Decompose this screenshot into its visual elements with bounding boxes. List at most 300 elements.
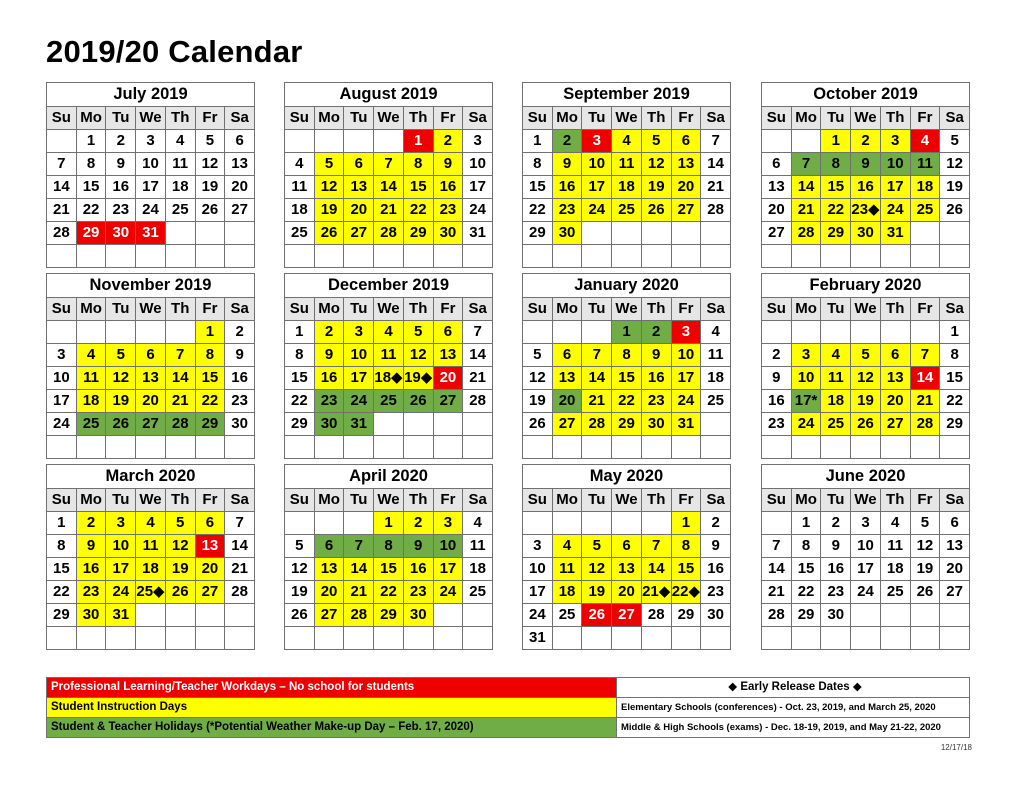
day-cell: 26 (940, 199, 970, 222)
day-cell: 23 (225, 390, 255, 413)
empty-day-cell (315, 512, 345, 535)
day-cell: 4 (136, 512, 166, 535)
day-cell: 31 (523, 627, 553, 650)
day-cell: 10 (792, 367, 822, 390)
empty-day-cell (106, 627, 136, 650)
empty-day-cell (463, 436, 493, 459)
weekday-header: Fr (672, 489, 702, 512)
day-cell: 18 (911, 176, 941, 199)
day-cell: 3 (106, 512, 136, 535)
empty-day-cell (47, 321, 77, 344)
day-cell: 11 (166, 153, 196, 176)
weekday-header: We (612, 298, 642, 321)
day-cell: 24 (582, 199, 612, 222)
day-cell: 27 (553, 413, 583, 436)
day-cell: 1 (672, 512, 702, 535)
empty-day-cell (166, 627, 196, 650)
day-cell: 4 (463, 512, 493, 535)
weekday-header: Th (881, 489, 911, 512)
day-cell: 26 (315, 222, 345, 245)
day-cell: 11 (881, 535, 911, 558)
day-cell: 2 (434, 130, 464, 153)
day-cell: 27 (612, 604, 642, 627)
empty-day-cell (762, 627, 792, 650)
day-cell: 30 (553, 222, 583, 245)
day-cell: 24 (434, 581, 464, 604)
empty-day-cell (881, 245, 911, 268)
day-cell: 26 (523, 413, 553, 436)
empty-day-cell (940, 604, 970, 627)
empty-day-cell (404, 436, 434, 459)
day-cell: 14 (582, 367, 612, 390)
weekday-header: Tu (106, 298, 136, 321)
day-cell: 11 (821, 367, 851, 390)
weekday-header: Fr (911, 107, 941, 130)
day-cell: 28 (374, 222, 404, 245)
empty-day-cell (792, 321, 822, 344)
weekday-header: Fr (196, 298, 226, 321)
day-cell: 7 (792, 153, 822, 176)
weekday-header: Th (642, 107, 672, 130)
weekday-header: Su (285, 489, 315, 512)
empty-day-cell (701, 436, 731, 459)
day-cell: 23 (701, 581, 731, 604)
day-cell: 14 (374, 176, 404, 199)
empty-day-cell (463, 413, 493, 436)
day-cell: 23 (315, 390, 345, 413)
day-cell: 23 (434, 199, 464, 222)
empty-day-cell (196, 627, 226, 650)
day-cell: 1 (77, 130, 107, 153)
day-cell: 8 (523, 153, 553, 176)
empty-day-cell (374, 436, 404, 459)
day-cell: 24 (792, 413, 822, 436)
day-cell: 17 (136, 176, 166, 199)
day-cell: 12 (404, 344, 434, 367)
weekday-header: We (612, 489, 642, 512)
empty-day-cell (196, 245, 226, 268)
day-cell: 13 (553, 367, 583, 390)
empty-day-cell (851, 627, 881, 650)
empty-day-cell (911, 222, 941, 245)
empty-day-cell (225, 222, 255, 245)
month-name: January 2020 (523, 274, 731, 298)
day-cell: 13 (315, 558, 345, 581)
empty-day-cell (463, 604, 493, 627)
day-cell: 21 (166, 390, 196, 413)
day-cell: 5 (911, 512, 941, 535)
day-cell: 28 (762, 604, 792, 627)
empty-day-cell (911, 321, 941, 344)
day-cell: 29 (523, 222, 553, 245)
day-cell: 6 (344, 153, 374, 176)
weekday-header: Th (404, 107, 434, 130)
day-cell: 30 (701, 604, 731, 627)
day-cell: 24 (344, 390, 374, 413)
day-cell: 11 (463, 535, 493, 558)
day-cell: 28 (642, 604, 672, 627)
weekday-header: Su (762, 489, 792, 512)
day-cell: 12 (166, 535, 196, 558)
day-cell: 20 (196, 558, 226, 581)
month-calendar (284, 82, 493, 268)
weekday-header: Th (166, 107, 196, 130)
day-cell: 27 (344, 222, 374, 245)
month-calendar (46, 464, 255, 650)
day-cell: 16 (404, 558, 434, 581)
month-name: August 2019 (285, 83, 493, 107)
empty-day-cell (434, 627, 464, 650)
day-cell: 6 (225, 130, 255, 153)
month-name: February 2020 (762, 274, 970, 298)
day-cell: 29 (792, 604, 822, 627)
empty-day-cell (374, 130, 404, 153)
weekday-header: Sa (940, 298, 970, 321)
legend-green-label: Student & Teacher Holidays (*Potential Weather Make-up Day – Feb. 17, 2020) (47, 718, 617, 737)
early-release-title: ◆ Early Release Dates ◆ (728, 681, 862, 693)
day-cell: 22 (821, 199, 851, 222)
weekday-header: Sa (701, 489, 731, 512)
day-cell: 16 (821, 558, 851, 581)
day-cell: 14 (762, 558, 792, 581)
day-cell: 26 (582, 604, 612, 627)
day-cell: 1 (374, 512, 404, 535)
day-cell: 18 (821, 390, 851, 413)
empty-day-cell (434, 413, 464, 436)
day-cell: 15 (940, 367, 970, 390)
empty-day-cell (701, 627, 731, 650)
weekday-header: Tu (821, 298, 851, 321)
empty-day-cell (553, 436, 583, 459)
day-cell: 16 (106, 176, 136, 199)
empty-day-cell (77, 245, 107, 268)
empty-day-cell (553, 512, 583, 535)
day-cell: 22 (196, 390, 226, 413)
weekday-header: Sa (701, 107, 731, 130)
empty-day-cell (940, 245, 970, 268)
day-cell: 26 (642, 199, 672, 222)
day-cell: 27 (225, 199, 255, 222)
empty-day-cell (344, 512, 374, 535)
day-cell: 7 (344, 535, 374, 558)
day-cell: 30 (77, 604, 107, 627)
day-cell: 26 (404, 390, 434, 413)
empty-day-cell (225, 436, 255, 459)
weekday-header: Fr (672, 107, 702, 130)
weekday-header: Tu (582, 107, 612, 130)
empty-day-cell (701, 245, 731, 268)
day-cell: 3 (434, 512, 464, 535)
day-cell: 12 (642, 153, 672, 176)
empty-day-cell (136, 627, 166, 650)
day-cell: 5 (940, 130, 970, 153)
day-cell: 28 (701, 199, 731, 222)
day-cell: 18 (166, 176, 196, 199)
day-cell: 6 (612, 535, 642, 558)
weekday-header: Mo (553, 489, 583, 512)
day-cell: 15 (77, 176, 107, 199)
empty-day-cell (762, 512, 792, 535)
day-cell: 10 (106, 535, 136, 558)
empty-day-cell (136, 245, 166, 268)
day-grid (762, 107, 970, 268)
day-cell: 16 (225, 367, 255, 390)
day-cell: 23◆ (851, 199, 881, 222)
day-cell: 14 (642, 558, 672, 581)
empty-day-cell (851, 245, 881, 268)
day-grid (762, 298, 970, 459)
day-cell: 29 (940, 413, 970, 436)
day-cell: 9 (77, 535, 107, 558)
day-cell: 16 (701, 558, 731, 581)
empty-day-cell (166, 604, 196, 627)
empty-day-cell (374, 413, 404, 436)
day-cell: 30 (106, 222, 136, 245)
day-cell: 25 (881, 581, 911, 604)
day-cell: 5 (106, 344, 136, 367)
empty-day-cell (404, 413, 434, 436)
empty-day-cell (344, 627, 374, 650)
day-cell: 16 (315, 367, 345, 390)
weekday-header: Su (47, 298, 77, 321)
day-cell: 23 (821, 581, 851, 604)
day-cell: 20 (136, 390, 166, 413)
empty-day-cell (434, 245, 464, 268)
day-cell: 25 (612, 199, 642, 222)
weekday-header: Su (523, 107, 553, 130)
day-cell: 7 (374, 153, 404, 176)
day-cell: 13 (434, 344, 464, 367)
day-cell: 2 (851, 130, 881, 153)
legend-red-label: Professional Learning/Teacher Workdays – No school for students (47, 678, 617, 697)
day-cell: 15 (374, 558, 404, 581)
day-cell: 21 (911, 390, 941, 413)
empty-day-cell (582, 245, 612, 268)
weekday-header: Sa (225, 489, 255, 512)
weekday-header: Su (285, 298, 315, 321)
month-calendar (522, 82, 731, 268)
day-cell: 18 (77, 390, 107, 413)
day-cell: 9 (642, 344, 672, 367)
empty-day-cell (77, 321, 107, 344)
legend-yellow-label: Student Instruction Days (47, 698, 617, 717)
empty-day-cell (582, 436, 612, 459)
day-cell: 27 (315, 604, 345, 627)
day-cell: 31 (106, 604, 136, 627)
empty-day-cell (940, 222, 970, 245)
day-cell: 5 (166, 512, 196, 535)
weekday-header: Mo (553, 107, 583, 130)
day-cell: 21 (701, 176, 731, 199)
empty-day-cell (672, 245, 702, 268)
weekday-header: Mo (77, 298, 107, 321)
weekday-header: Sa (940, 489, 970, 512)
weekday-header: We (612, 107, 642, 130)
day-cell: 7 (642, 535, 672, 558)
day-cell: 5 (523, 344, 553, 367)
day-cell: 5 (642, 130, 672, 153)
day-cell: 22 (792, 581, 822, 604)
weekday-header: Mo (792, 489, 822, 512)
day-cell: 20 (881, 390, 911, 413)
day-cell: 19 (166, 558, 196, 581)
empty-day-cell (672, 436, 702, 459)
empty-day-cell (374, 627, 404, 650)
weekday-header: Th (166, 298, 196, 321)
empty-day-cell (612, 245, 642, 268)
day-cell: 25 (77, 413, 107, 436)
weekday-header: We (136, 298, 166, 321)
weekday-header: We (851, 489, 881, 512)
day-cell: 22 (404, 199, 434, 222)
day-cell: 14 (344, 558, 374, 581)
day-cell: 11 (77, 367, 107, 390)
weekday-header: Th (166, 489, 196, 512)
day-cell: 29 (821, 222, 851, 245)
day-cell: 13 (762, 176, 792, 199)
weekday-header: Mo (315, 489, 345, 512)
empty-day-cell (911, 604, 941, 627)
month-calendar (284, 464, 493, 650)
day-cell: 15 (821, 176, 851, 199)
month-calendar (522, 273, 731, 459)
day-cell: 8 (821, 153, 851, 176)
day-cell: 27 (136, 413, 166, 436)
empty-day-cell (404, 245, 434, 268)
day-cell: 10 (672, 344, 702, 367)
day-cell: 4 (911, 130, 941, 153)
day-cell: 21 (792, 199, 822, 222)
day-cell: 2 (315, 321, 345, 344)
day-cell: 5 (582, 535, 612, 558)
day-cell: 2 (553, 130, 583, 153)
empty-day-cell (166, 222, 196, 245)
weekday-header: Mo (315, 298, 345, 321)
day-cell: 11 (374, 344, 404, 367)
day-cell: 20 (940, 558, 970, 581)
empty-day-cell (911, 436, 941, 459)
weekday-header: Tu (344, 107, 374, 130)
empty-day-cell (881, 321, 911, 344)
empty-day-cell (851, 436, 881, 459)
weekday-header: Mo (792, 107, 822, 130)
day-cell: 27 (881, 413, 911, 436)
day-cell: 19◆ (404, 367, 434, 390)
day-cell: 14 (911, 367, 941, 390)
empty-day-cell (344, 130, 374, 153)
empty-day-cell (612, 627, 642, 650)
day-cell: 28 (911, 413, 941, 436)
day-cell: 6 (196, 512, 226, 535)
empty-day-cell (225, 627, 255, 650)
day-cell: 17 (582, 176, 612, 199)
day-cell: 24 (672, 390, 702, 413)
day-cell: 28 (792, 222, 822, 245)
month-calendar (284, 273, 493, 459)
day-cell: 7 (166, 344, 196, 367)
day-grid (285, 489, 493, 650)
day-cell: 17 (851, 558, 881, 581)
legend-row-green (47, 718, 969, 737)
weekday-header: Sa (940, 107, 970, 130)
weekday-header: Su (47, 489, 77, 512)
month-name: September 2019 (523, 83, 731, 107)
day-cell: 10 (881, 153, 911, 176)
day-cell: 11 (136, 535, 166, 558)
day-cell: 30 (642, 413, 672, 436)
day-cell: 25 (166, 199, 196, 222)
weekday-header: Sa (225, 298, 255, 321)
day-cell: 28 (166, 413, 196, 436)
day-cell: 10 (851, 535, 881, 558)
month-calendar (761, 273, 970, 459)
weekday-header: Fr (196, 489, 226, 512)
weekday-header: We (851, 298, 881, 321)
day-cell: 7 (463, 321, 493, 344)
day-cell: 18◆ (374, 367, 404, 390)
weekday-header: Mo (553, 298, 583, 321)
day-cell: 3 (851, 512, 881, 535)
empty-day-cell (196, 222, 226, 245)
day-cell: 15 (404, 176, 434, 199)
weekday-header: Su (762, 107, 792, 130)
day-cell: 18 (553, 581, 583, 604)
page-title: 2019/20 Calendar (46, 34, 303, 69)
empty-day-cell (582, 627, 612, 650)
day-cell: 14 (166, 367, 196, 390)
day-cell: 8 (77, 153, 107, 176)
day-cell: 28 (225, 581, 255, 604)
legend-row-yellow (47, 698, 969, 718)
day-cell: 5 (404, 321, 434, 344)
day-cell: 19 (582, 581, 612, 604)
empty-day-cell (434, 604, 464, 627)
day-cell: 5 (315, 153, 345, 176)
weekday-header: Fr (196, 107, 226, 130)
legend-row-red (47, 678, 969, 698)
day-cell: 24 (136, 199, 166, 222)
empty-day-cell (47, 436, 77, 459)
day-cell: 4 (374, 321, 404, 344)
empty-day-cell (285, 436, 315, 459)
day-cell: 1 (612, 321, 642, 344)
secondary-note: Middle & High Schools (exams) - Dec. 18-19, 2019, and May 21-22, 2020 (621, 722, 941, 733)
empty-day-cell (940, 627, 970, 650)
day-cell: 20 (344, 199, 374, 222)
weekday-header: Tu (106, 489, 136, 512)
day-cell: 16 (642, 367, 672, 390)
day-cell: 24 (463, 199, 493, 222)
empty-day-cell (225, 245, 255, 268)
day-cell: 2 (77, 512, 107, 535)
empty-day-cell (344, 245, 374, 268)
day-cell: 19 (285, 581, 315, 604)
day-cell: 29 (672, 604, 702, 627)
day-cell: 6 (136, 344, 166, 367)
day-cell: 18 (701, 367, 731, 390)
day-cell: 3 (344, 321, 374, 344)
day-cell: 25 (374, 390, 404, 413)
day-cell: 9 (315, 344, 345, 367)
day-cell: 5 (196, 130, 226, 153)
day-cell: 24 (106, 581, 136, 604)
empty-day-cell (166, 436, 196, 459)
day-cell: 6 (553, 344, 583, 367)
weekday-header: Su (523, 298, 553, 321)
empty-day-cell (374, 245, 404, 268)
day-cell: 26 (106, 413, 136, 436)
day-cell: 12 (851, 367, 881, 390)
